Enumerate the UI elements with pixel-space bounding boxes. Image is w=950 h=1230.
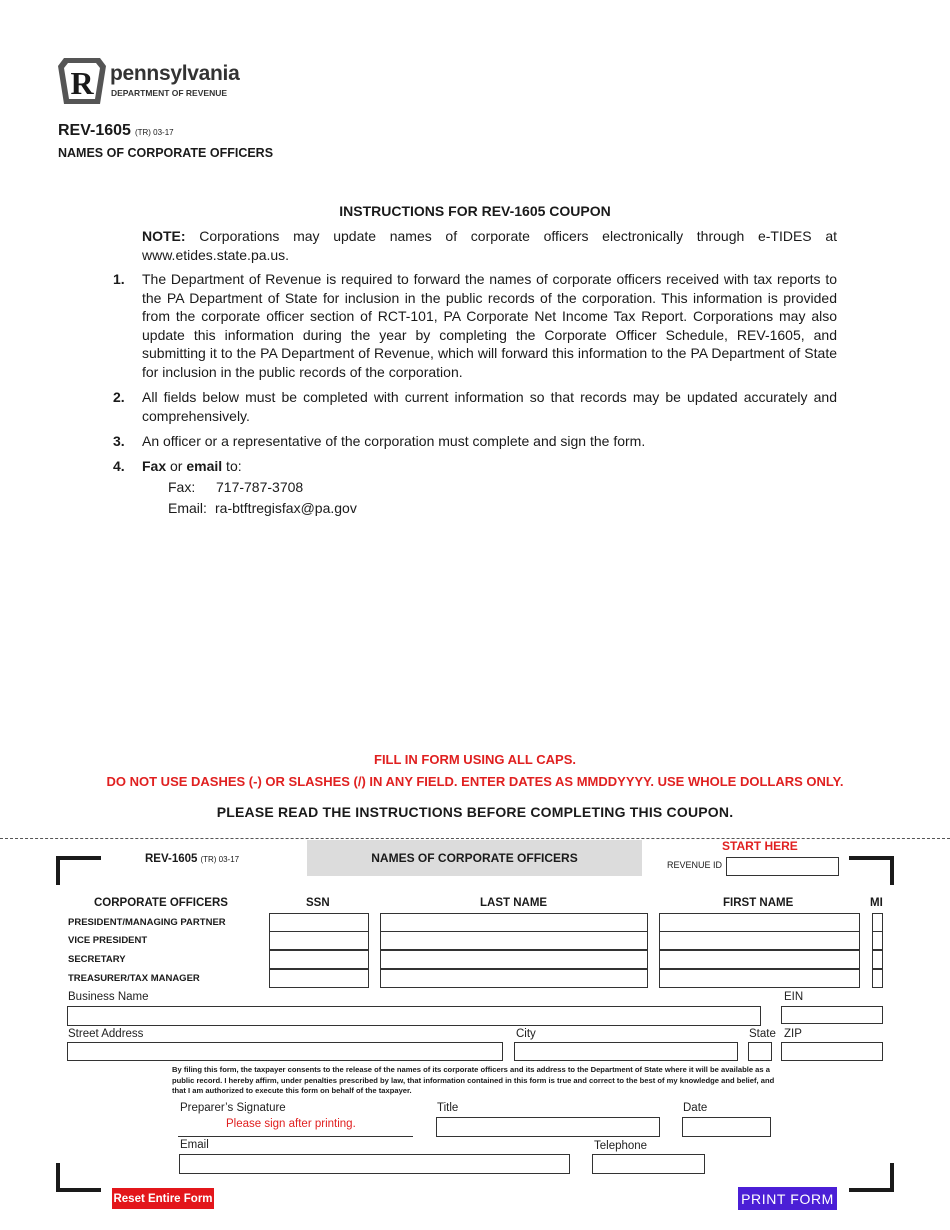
col-last-name: LAST NAME	[480, 897, 548, 909]
instruction-item-2: All fields below must be completed with current information so that records may be updated accurately and comprehensively.	[142, 389, 837, 424]
treasurer-last-name-input[interactable]	[380, 969, 648, 988]
item-number: 2.	[113, 389, 125, 405]
treasurer-ssn-input[interactable]	[269, 969, 369, 988]
secretary-last-name-input[interactable]	[380, 950, 648, 969]
form-subtitle: NAMES OF CORPORATE OFFICERS	[58, 146, 274, 160]
coupon-form-code: REV-1605 (TR) 03-17	[145, 853, 240, 865]
instruction-item-4: Fax or email to:	[142, 458, 242, 474]
ein-label: EIN	[784, 991, 804, 1003]
item-number: 4.	[113, 458, 125, 474]
consent-statement: By filing this form, the taxpayer consents to the release of the names of its corporate officers and its address to the Department of State where it will be available as a public record. I hereby affirm, under penalties prescribed by law, that information contained in this form is true and correct to the best of my knowledge and belief, and that I am authorized to execute this form on behalf of the taxpayer.	[172, 1065, 775, 1095]
row-label-treasurer: TREASURER/TAX MANAGER	[68, 973, 200, 984]
vice-president-last-name-input[interactable]	[380, 931, 648, 950]
title-label: Title	[437, 1102, 459, 1114]
logo-state-name: pennsylvania	[110, 62, 240, 85]
row-label-president: PRESIDENT/MANAGING PARTNER	[68, 917, 226, 928]
corner-bracket	[56, 856, 60, 885]
col-ssn: SSN	[306, 897, 330, 909]
fax-number: 717-787-3708	[216, 479, 304, 495]
item-number: 1.	[113, 271, 125, 287]
col-corporate-officers: CORPORATE OFFICERS	[94, 897, 228, 909]
treasurer-mi-input[interactable]	[872, 969, 883, 988]
president-first-name-input[interactable]	[659, 913, 860, 932]
secretary-mi-input[interactable]	[872, 950, 883, 969]
vice-president-ssn-input[interactable]	[269, 931, 369, 950]
format-warning: DO NOT USE DASHES (-) OR SLASHES (/) IN ANY FIELD. ENTER DATES AS MMDDYYYY. USE WHOLE DOLLARS ONLY.	[106, 774, 844, 789]
business-name-label: Business Name	[68, 991, 149, 1003]
state-label: State	[749, 1028, 776, 1040]
corner-bracket	[849, 856, 894, 860]
zip-input[interactable]	[781, 1042, 883, 1061]
caps-warning: FILL IN FORM USING ALL CAPS.	[374, 752, 576, 767]
instruction-item-1: The Department of Revenue is required to forward the names of corporate officers received with tax reports to the PA Department of State for inclusion in the public records of the corporation. This information is provided from the corporate officer section of RCT-101, PA Corporate Net Income Tax Report. Corporations may also update this information during the year by completing the Corporate Officer Schedule, REV-1605, and submitting it to the PA Department of Revenue, which will forward this information to the PA Department of State for inclusion in the public records of the corporation.	[142, 271, 837, 380]
date-input[interactable]	[682, 1117, 771, 1137]
keystone-logo-icon	[58, 58, 106, 104]
item-number: 3.	[113, 433, 125, 449]
email-field-label: Email	[180, 1139, 209, 1151]
telephone-label: Telephone	[594, 1140, 648, 1152]
street-address-label: Street Address	[68, 1028, 144, 1040]
print-form-button[interactable]: PRINT FORM	[738, 1187, 837, 1210]
start-here-label: START HERE	[722, 839, 798, 853]
vice-president-mi-input[interactable]	[872, 931, 883, 950]
corner-bracket	[56, 856, 101, 860]
title-input[interactable]	[436, 1117, 660, 1137]
read-instructions-notice: PLEASE READ THE INSTRUCTIONS BEFORE COMPLETING THIS COUPON.	[216, 804, 734, 820]
city-input[interactable]	[514, 1042, 738, 1061]
corner-bracket	[890, 856, 894, 885]
vice-president-first-name-input[interactable]	[659, 931, 860, 950]
president-mi-input[interactable]	[872, 913, 883, 932]
president-ssn-input[interactable]	[269, 913, 369, 932]
state-input[interactable]	[748, 1042, 772, 1061]
email-input[interactable]	[179, 1154, 570, 1174]
city-label: City	[516, 1028, 536, 1040]
street-address-input[interactable]	[67, 1042, 503, 1061]
instructions-title: INSTRUCTIONS FOR REV-1605 COUPON	[339, 203, 611, 219]
ein-input[interactable]	[781, 1006, 883, 1024]
svg-text:R: R	[70, 65, 94, 101]
revenue-id-label: REVENUE ID	[667, 860, 723, 870]
revenue-id-input[interactable]	[726, 857, 839, 876]
secretary-first-name-input[interactable]	[659, 950, 860, 969]
signature-line	[178, 1136, 413, 1137]
telephone-input[interactable]	[592, 1154, 705, 1174]
email-label: Email:	[168, 500, 207, 516]
coupon-title: NAMES OF CORPORATE OFFICERS	[307, 840, 642, 876]
instruction-item-3: An officer or a representative of the corporation must complete and sign the form.	[142, 433, 646, 449]
treasurer-first-name-input[interactable]	[659, 969, 860, 988]
business-name-input[interactable]	[67, 1006, 761, 1026]
corner-bracket	[849, 1188, 894, 1192]
email-address: ra-btftregisfax@pa.gov	[215, 500, 357, 516]
col-first-name: FIRST NAME	[723, 897, 794, 909]
instructions-note: NOTE: Corporations may update names of corporate officers electronically through e-TIDES at www.etides.state.pa.us.	[142, 228, 837, 263]
reset-form-button[interactable]: Reset Entire Form	[112, 1188, 214, 1209]
fax-label: Fax:	[168, 479, 196, 495]
zip-label: ZIP	[784, 1028, 802, 1040]
row-label-vice-president: VICE PRESIDENT	[68, 935, 148, 946]
cut-line	[0, 838, 950, 839]
date-label: Date	[683, 1102, 708, 1114]
col-mi: MI	[870, 897, 883, 909]
president-last-name-input[interactable]	[380, 913, 648, 932]
secretary-ssn-input[interactable]	[269, 950, 369, 969]
preparer-signature-label: Preparer’s Signature	[180, 1102, 286, 1114]
sign-after-printing-note: Please sign after printing.	[226, 1118, 356, 1130]
row-label-secretary: SECRETARY	[68, 954, 126, 965]
logo-department: DEPARTMENT OF REVENUE	[111, 88, 228, 98]
form-code: REV-1605 (TR) 03-17	[58, 122, 174, 139]
corner-bracket	[56, 1188, 101, 1192]
